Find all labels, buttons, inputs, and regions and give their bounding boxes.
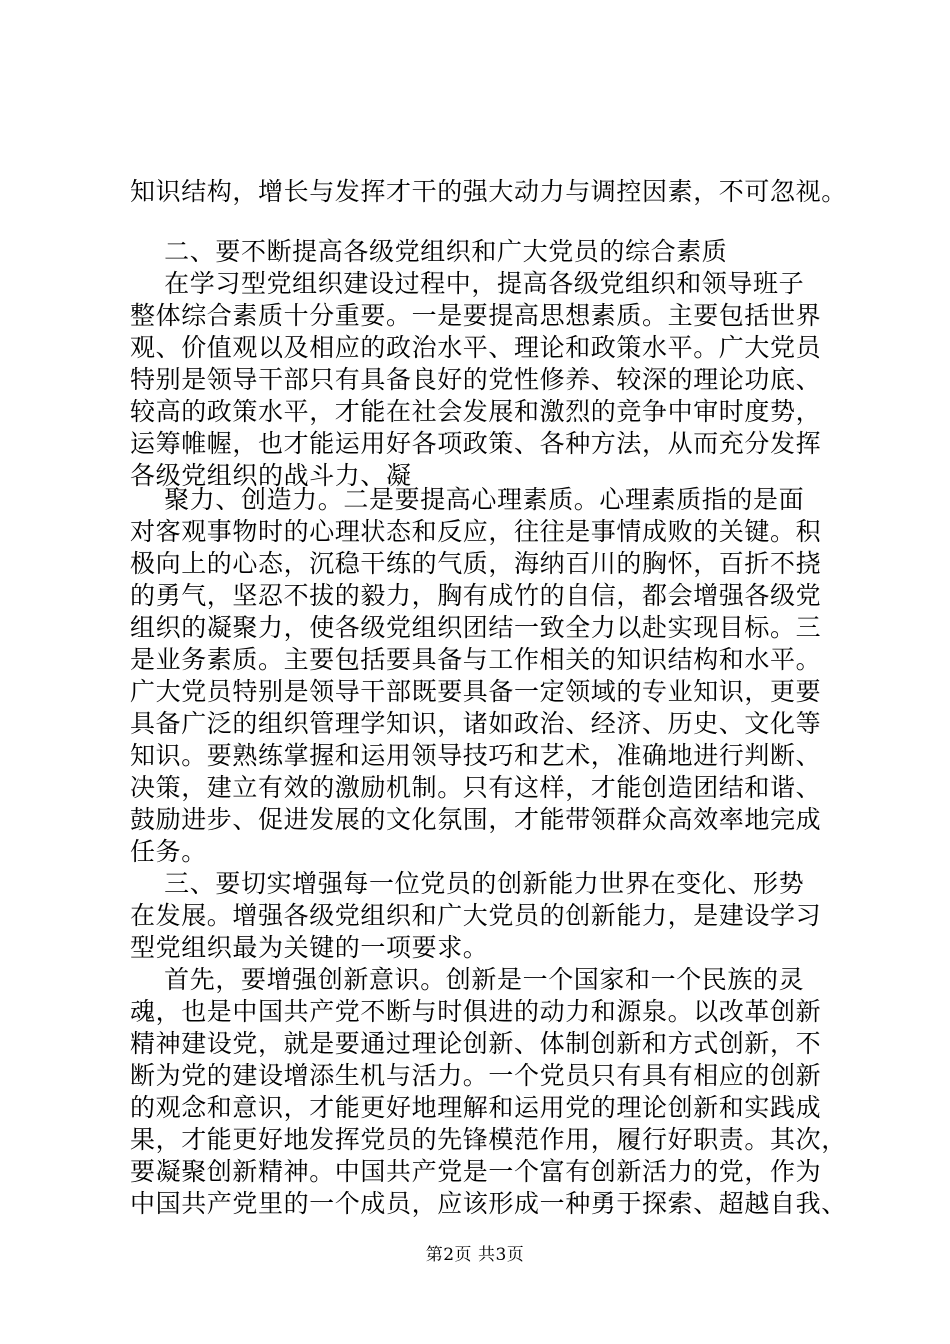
text-line: 果，才能更好地发挥党员的先锋模范作用，履行好职责。其次， [130,1125,847,1154]
text-line: 具备广泛的组织管理学知识，诸如政治、经济、历史、文化等 [130,709,822,738]
text-line: 中国共产党里的一个成员，应该形成一种勇于探索、超越自我、 [130,1189,847,1218]
text-line: 极向上的心态，沉稳干练的气质，海纳百川的胸怀，百折不挠 [130,549,822,578]
text-line: 组织的凝聚力，使各级党组织团结一致全力以赴实现目标。三 [130,613,822,642]
section-heading: 三、要切实增强每一位党员的创新能力世界在变化、形势 [130,869,805,898]
text-line: 型党组织最为关键的一项要求。 [130,933,489,962]
text-line: 是业务素质。主要包括要具备与工作相关的知识结构和水平。 [130,645,822,674]
text-line: 的勇气，坚忍不拔的毅力，胸有成竹的自信，都会增强各级党 [130,581,822,610]
text-line: 在发展。增强各级党组织和广大党员的创新能力，是建设学习 [130,901,822,930]
text-line: 特别是领导干部只有具备良好的党性修养、较深的理论功底、 [130,365,822,394]
text-line: 的观念和意识，才能更好地理解和运用党的理论创新和实践成 [130,1093,822,1122]
text-line: 在学习型党组织建设过程中，提高各级党组织和领导班子 [130,269,805,298]
section-heading: 二、要不断提高各级党组织和广大党员的综合素质 [130,237,728,266]
text-line: 精神建设党，就是要通过理论创新、体制创新和方式创新，不 [130,1029,822,1058]
text-line: 运筹帷幄，也才能运用好各项政策、各种方法，从而充分发挥 [130,429,822,458]
text-line: 鼓励进步、促进发展的文化氛围，才能带领群众高效率地完成 [130,805,822,834]
page-number-footer: 第2页 共3页 [425,1245,525,1265]
text-line: 魂，也是中国共产党不断与时俱进的动力和源泉。以改革创新 [130,997,822,1026]
text-line: 较高的政策水平，才能在社会发展和激烈的竞争中审时度势， [130,397,822,426]
text-line: 要凝聚创新精神。中国共产党是一个富有创新活力的党，作为 [130,1157,822,1186]
text-line: 聚力、创造力。二是要提高心理素质。心理素质指的是面 [130,485,805,514]
text-line: 任务。 [130,837,207,866]
text-line: 首先，要增强创新意识。创新是一个国家和一个民族的灵 [130,965,805,994]
text-line: 知识结构，增长与发挥才干的强大动力与调控因素，不可忽视。 [130,177,847,206]
text-line: 观、价值观以及相应的政治水平、理论和政策水平。广大党员 [130,333,822,362]
text-line: 各级党组织的战斗力、凝 [130,461,412,490]
text-line: 广大党员特别是领导干部既要具备一定领域的专业知识，更要 [130,677,822,706]
text-line: 知识。要熟练掌握和运用领导技巧和艺术，准确地进行判断、 [130,741,822,770]
text-line: 整体综合素质十分重要。一是要提高思想素质。主要包括世界 [130,301,822,330]
text-line: 决策，建立有效的激励机制。只有这样，才能创造团结和谐、 [130,773,822,802]
text-line: 断为党的建设增添生机与活力。一个党员只有具有相应的创新 [130,1061,822,1090]
text-line: 对客观事物时的心理状态和反应，往往是事情成败的关键。积 [130,517,822,546]
